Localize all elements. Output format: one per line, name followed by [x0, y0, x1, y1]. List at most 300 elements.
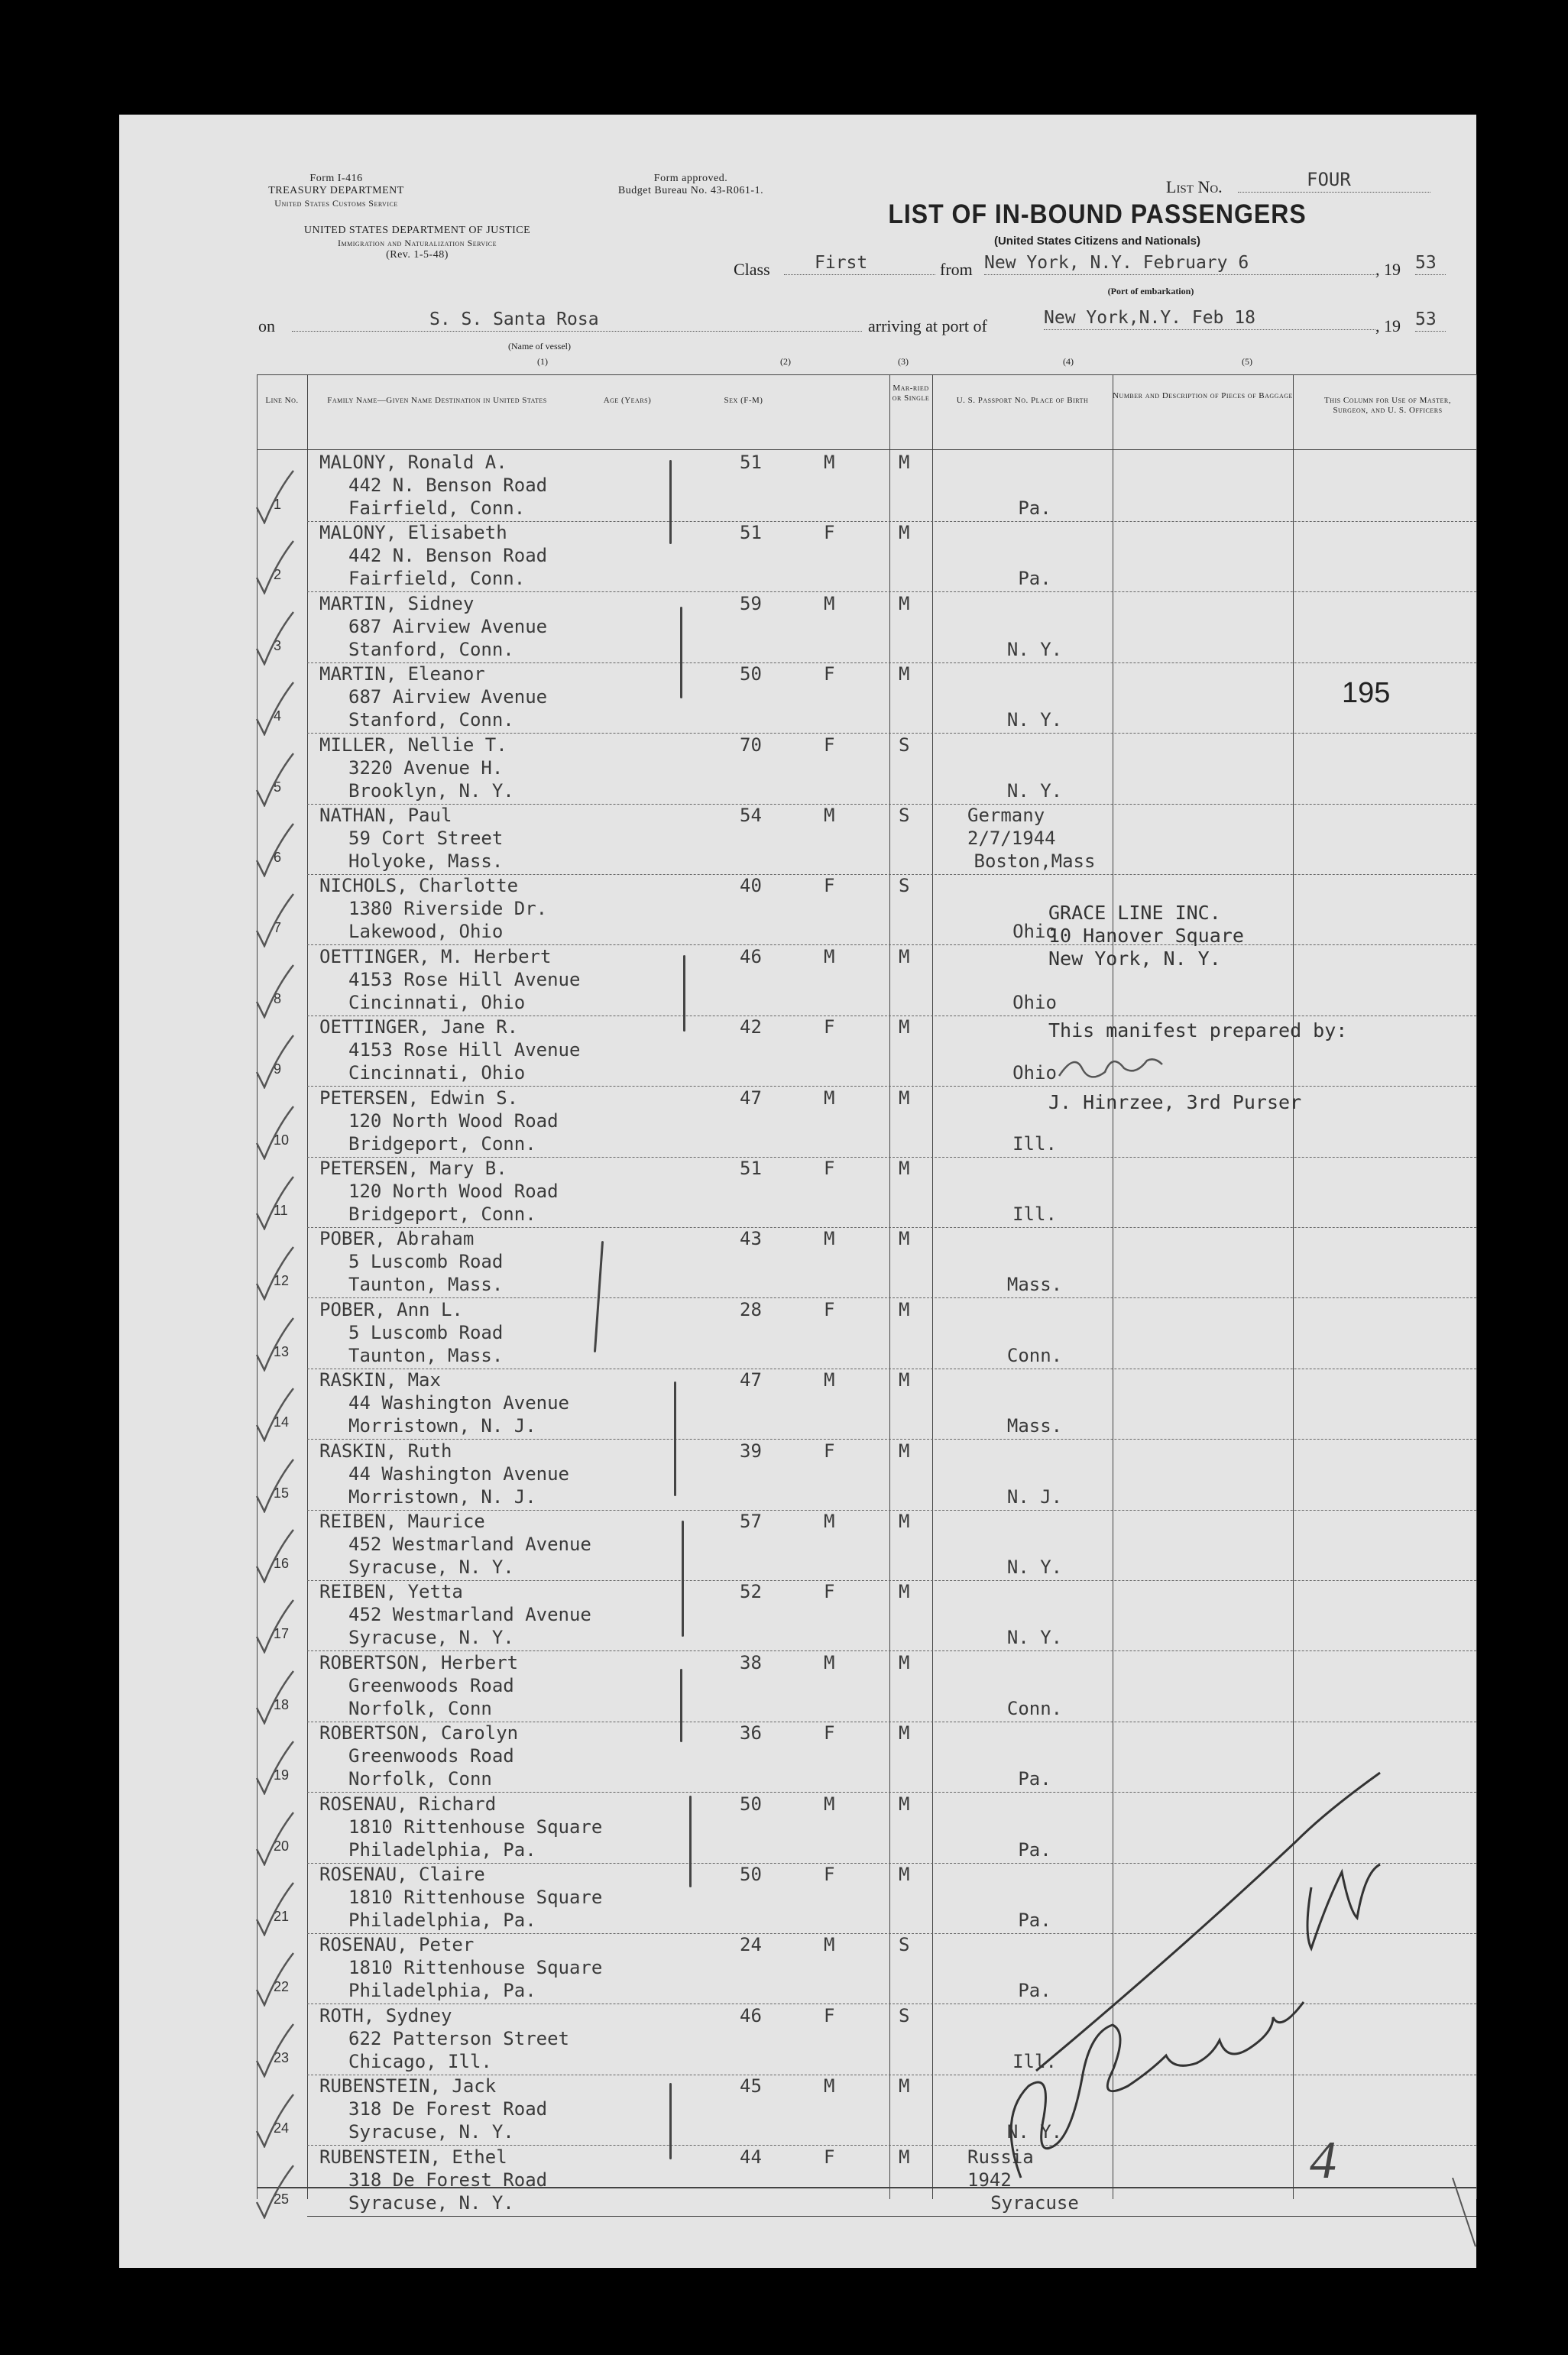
form-approved: Form approved.: [653, 173, 728, 184]
passenger-marital: M: [899, 1581, 910, 1603]
passenger-sex: F: [824, 1864, 835, 1885]
passenger-address: 687 Airview Avenue: [348, 686, 548, 708]
passenger-age: 70: [740, 734, 762, 756]
passenger-marital: M: [899, 1651, 910, 1673]
passenger-age: 52: [740, 1581, 762, 1603]
passenger-age: 59: [740, 592, 762, 614]
passenger-name: POBER, Abraham: [319, 1228, 475, 1250]
header-sex: Sex (F-M): [724, 396, 763, 405]
passenger-age: 40: [740, 875, 762, 897]
passenger-address: 442 N. Benson Road: [348, 475, 548, 496]
vessel-name: S. S. Santa Rosa: [429, 309, 599, 329]
passenger-age: 28: [740, 1298, 762, 1320]
passenger-name: PETERSEN, Edwin S.: [319, 1087, 519, 1109]
passenger-marital: M: [899, 452, 910, 473]
check-mark-icon: [254, 964, 296, 1019]
customs-service: United States Customs Service: [274, 198, 398, 209]
line-number: 16: [274, 1556, 290, 1571]
header-married: Mar-ried or Single: [892, 384, 930, 403]
passenger-address: 1810 Rittenhouse Square: [348, 1887, 603, 1908]
place-of-birth: Boston,Mass: [974, 850, 1096, 872]
passenger-marital: M: [899, 1722, 910, 1744]
list-no-field: [1238, 169, 1430, 193]
line-number: 14: [274, 1414, 290, 1430]
header-name: Family Name—Given Name Destination in United States: [327, 396, 547, 405]
form-agency-header: [245, 173, 428, 209]
line-number: 3: [274, 637, 282, 653]
passenger-age: 36: [740, 1722, 762, 1744]
place-of-birth: Ohio: [1012, 921, 1057, 943]
ins-service: Immigration and Naturalization Service: [337, 238, 497, 248]
title-main: LIST OF IN-BOUND PASSENGERS: [888, 199, 1307, 229]
check-mark-icon: [254, 1458, 296, 1513]
passenger-sex: F: [824, 663, 835, 685]
place-of-birth: Ohio: [1012, 991, 1057, 1013]
check-mark-icon: [254, 2164, 296, 2219]
line-number: 15: [274, 1485, 290, 1501]
passenger-marital: M: [899, 945, 910, 967]
passenger-city: Lakewood, Ohio: [348, 921, 504, 943]
passenger-address: 59 Cort Street: [348, 828, 504, 849]
place-of-birth: Ill.: [1012, 1203, 1057, 1225]
passenger-name: ROSENAU, Richard: [319, 1793, 497, 1815]
passenger-city: Chicago, Ill.: [348, 2050, 492, 2072]
passenger-city: Morristown, N. J.: [348, 1485, 536, 1508]
title-sub: (United States Citizens and Nationals): [993, 235, 1201, 248]
passenger-sex: F: [824, 734, 835, 756]
passenger-marital: S: [899, 805, 910, 826]
header-officers: This Column for Use of Master, Surgeon, and U. S. Officers: [1324, 396, 1451, 415]
passenger-city: Morristown, N. J.: [348, 1415, 536, 1437]
pencil-mark: [669, 2083, 672, 2159]
table-row: [257, 1298, 1476, 1369]
passenger-name: ROBERTSON, Herbert: [319, 1651, 519, 1673]
place-of-birth: Ill.: [1012, 2050, 1057, 2072]
place-of-birth: Conn.: [1006, 1697, 1063, 1719]
col-num-1: (1): [537, 356, 548, 367]
check-mark-icon: [254, 1811, 296, 1866]
form-revision: (Rev. 1-5-48): [386, 249, 449, 261]
pencil-mark: [680, 607, 682, 698]
corner-crease: [1449, 2178, 1479, 2254]
passenger-address: 120 North Wood Road: [348, 1181, 559, 1202]
check-mark-icon: [254, 1246, 296, 1301]
passenger-sex: F: [824, 1440, 835, 1462]
passenger-city: Taunton, Mass.: [348, 1274, 504, 1296]
check-mark-icon: [254, 681, 296, 736]
passenger-address: 1380 Riverside Dr.: [348, 898, 548, 920]
passenger-name: RUBENSTEIN, Jack: [319, 2075, 497, 2097]
passenger-name: ROBERTSON, Carolyn: [319, 1722, 519, 1744]
passenger-marital: M: [899, 592, 910, 614]
place-of-birth: N. Y.: [1006, 638, 1063, 660]
check-mark-icon: [254, 752, 296, 807]
budget-number: Budget Bureau No. 43-R061-1.: [617, 185, 764, 196]
place-of-birth: Mass.: [1006, 1415, 1063, 1437]
passenger-sex: M: [824, 1228, 835, 1250]
passenger-address: 5 Luscomb Road: [348, 1251, 504, 1273]
passenger-sex: M: [824, 1651, 835, 1673]
passenger-address: 1810 Rittenhouse Square: [348, 1957, 603, 1979]
passenger-address: 4153 Rose Hill Avenue: [348, 968, 581, 990]
line-number: 20: [274, 1838, 290, 1854]
inspector-signature: [990, 1750, 1418, 2246]
line-number: 18: [274, 1696, 290, 1712]
passport-line-2: 2/7/1944: [967, 828, 1056, 849]
corner-mark: 4: [1310, 2131, 1336, 2190]
passenger-address: 622 Patterson Street: [348, 2027, 569, 2049]
passenger-marital: S: [899, 875, 910, 897]
place-of-birth: N. Y.: [1006, 709, 1063, 731]
passenger-marital: S: [899, 734, 910, 756]
on-label: on: [258, 316, 275, 335]
line-number: 7: [274, 920, 282, 936]
place-of-birth: Mass.: [1006, 1274, 1063, 1296]
check-mark-icon: [254, 1881, 296, 1936]
passenger-city: Fairfield, Conn.: [348, 568, 526, 590]
purser-initials: [1051, 1045, 1220, 1091]
passenger-city: Cincinnati, Ohio: [348, 1062, 526, 1084]
passenger-sex: F: [824, 1722, 835, 1744]
place-of-birth: Pa.: [1018, 1838, 1051, 1861]
col-num-5: (5): [1242, 356, 1252, 367]
passenger-city: Norfolk, Conn: [348, 1768, 492, 1790]
passenger-address: 687 Airview Avenue: [348, 615, 548, 637]
place-of-birth: Conn.: [1006, 1344, 1063, 1366]
passenger-age: 45: [740, 2075, 762, 2097]
table-row: [257, 451, 1476, 521]
passenger-name: MARTIN, Eleanor: [319, 663, 485, 685]
passenger-age: 50: [740, 1793, 762, 1815]
year-field-2: [1415, 309, 1446, 332]
passenger-sex: M: [824, 805, 835, 826]
passenger-name: NATHAN, Paul: [319, 805, 452, 826]
passenger-marital: M: [899, 1228, 910, 1250]
passenger-age: 51: [740, 522, 762, 544]
line-number: 8: [274, 990, 282, 1006]
page-stamp-number: 195: [1342, 677, 1391, 709]
passenger-address: 44 Washington Avenue: [348, 1463, 569, 1485]
passenger-name: OETTINGER, M. Herbert: [319, 945, 552, 967]
passenger-age: 46: [740, 945, 762, 967]
table-row: [257, 521, 1476, 591]
passenger-age: 51: [740, 1158, 762, 1179]
passenger-age: 51: [740, 452, 762, 473]
passenger-age: 42: [740, 1016, 762, 1038]
line-number: 4: [274, 708, 282, 724]
header-passport: U. S. Passport No. Place of Birth: [956, 396, 1089, 405]
passenger-address: 442 N. Benson Road: [348, 545, 548, 567]
table-row: [257, 874, 1476, 944]
check-mark-icon: [254, 469, 296, 524]
passenger-age: 57: [740, 1511, 762, 1532]
passenger-marital: M: [899, 1298, 910, 1320]
table-row: [257, 945, 1476, 1016]
passenger-age: 47: [740, 1087, 762, 1109]
form-number: Form I-416: [309, 173, 363, 184]
col-num-2: (2): [780, 356, 791, 367]
table-row: [257, 592, 1476, 662]
table-row: [257, 1510, 1476, 1580]
col-num-4: (4): [1063, 356, 1074, 367]
justice-header: [249, 225, 585, 261]
check-mark-icon: [254, 611, 296, 666]
passenger-age: 50: [740, 1864, 762, 1885]
line-number: 23: [274, 2049, 290, 2065]
port-caption: (Port of embarkation): [1107, 286, 1194, 296]
passenger-name: ROTH, Sydney: [319, 2004, 452, 2026]
place-of-birth: Ill.: [1012, 1132, 1057, 1155]
justice-dept: UNITED STATES DEPARTMENT OF JUSTICE: [303, 225, 531, 236]
line-number: 19: [274, 1767, 290, 1783]
check-mark-icon: [254, 1175, 296, 1230]
check-mark-icon: [254, 1387, 296, 1442]
passenger-sex: F: [824, 2004, 835, 2026]
passenger-address: 452 Westmarland Avenue: [348, 1534, 591, 1555]
check-mark-icon: [254, 539, 296, 594]
passenger-city: Stanford, Conn.: [348, 638, 514, 660]
line-number: 11: [274, 1203, 288, 1218]
passenger-age: 39: [740, 1440, 762, 1462]
passenger-name: MALONY, Elisabeth: [319, 522, 507, 544]
passenger-sex: F: [824, 1158, 835, 1179]
passenger-sex: F: [824, 1581, 835, 1603]
check-mark-icon: [254, 1034, 296, 1089]
passenger-marital: M: [899, 1864, 910, 1885]
passenger-address: 4153 Rose Hill Avenue: [348, 1039, 581, 1061]
list-no-label: List No.: [1166, 177, 1223, 196]
passenger-name: POBER, Ann L.: [319, 1298, 463, 1320]
passenger-marital: M: [899, 1158, 910, 1179]
passenger-address: 5 Luscomb Road: [348, 1321, 504, 1343]
header-age: Age (Years): [603, 396, 652, 405]
line-number: 2: [274, 567, 282, 583]
check-mark-icon: [254, 1952, 296, 2007]
passenger-city: Syracuse, N. Y.: [348, 2121, 514, 2143]
place-of-birth: Pa.: [1018, 497, 1051, 519]
table-row: [257, 734, 1476, 804]
passenger-age: 43: [740, 1228, 762, 1250]
passenger-name: RUBENSTEIN, Ethel: [319, 2146, 507, 2168]
year-prefix: , 19: [1375, 260, 1401, 279]
place-of-birth: N. Y.: [1006, 2121, 1063, 2143]
table-row: [257, 1227, 1476, 1297]
line-number: 5: [274, 779, 282, 795]
passenger-age: 38: [740, 1651, 762, 1673]
check-mark-icon: [254, 1317, 296, 1372]
class-value: First: [815, 253, 868, 273]
table-row: [257, 1369, 1476, 1439]
passenger-address: Greenwoods Road: [348, 1745, 514, 1767]
passenger-sex: M: [824, 1793, 835, 1815]
header-line-no: Line No.: [265, 396, 299, 405]
table-row: [257, 1651, 1476, 1722]
table-row: [257, 804, 1476, 874]
passenger-city: Bridgeport, Conn.: [348, 1132, 536, 1155]
check-mark-icon: [254, 1740, 296, 1795]
passenger-age: 47: [740, 1369, 762, 1391]
passenger-city: Philadelphia, Pa.: [348, 1910, 536, 1931]
passenger-name: RASKIN, Ruth: [319, 1440, 452, 1462]
passenger-name: ROSENAU, Claire: [319, 1864, 485, 1885]
place-of-birth: Pa.: [1018, 1910, 1051, 1931]
passenger-city: Syracuse, N. Y.: [348, 1557, 514, 1578]
passenger-city: Brooklyn, N. Y.: [348, 779, 514, 802]
passenger-city: Cincinnati, Ohio: [348, 991, 526, 1013]
line-number: 6: [274, 850, 282, 865]
passenger-marital: M: [899, 1793, 910, 1815]
passenger-address: 1810 Rittenhouse Square: [348, 1816, 603, 1838]
vessel-caption: (Name of vessel): [508, 341, 571, 351]
table-row: [257, 1157, 1476, 1227]
place-of-birth: Ohio: [1012, 1062, 1057, 1084]
passenger-sex: M: [824, 452, 835, 473]
passport-line-2: 1942: [967, 2169, 1012, 2191]
passenger-age: 46: [740, 2004, 762, 2026]
passenger-marital: M: [899, 663, 910, 685]
passenger-name: MALONY, Ronald A.: [319, 452, 507, 473]
prepared-by-label: This manifest prepared by:: [1048, 1019, 1348, 1041]
table-row: [257, 1440, 1476, 1510]
passenger-city: Norfolk, Conn: [348, 1697, 492, 1719]
line-number: 22: [274, 1979, 290, 1995]
passenger-city: Stanford, Conn.: [348, 709, 514, 731]
passenger-city: Bridgeport, Conn.: [348, 1203, 536, 1225]
passport-line-1: Russia: [967, 2146, 1034, 2168]
year-value: 53: [1415, 253, 1437, 273]
passenger-marital: M: [899, 2146, 910, 2168]
line-number: 10: [274, 1132, 290, 1148]
passenger-age: 24: [740, 1934, 762, 1956]
treasury-dept: TREASURY DEPARTMENT: [268, 185, 404, 196]
passenger-city: Holyoke, Mass.: [348, 850, 504, 872]
passenger-address: Greenwoods Road: [348, 1674, 514, 1696]
passenger-marital: M: [899, 1087, 910, 1109]
passenger-city: Taunton, Mass.: [348, 1344, 504, 1366]
from-label: from: [940, 260, 973, 279]
table-row: [257, 1580, 1476, 1650]
manifest-page: [119, 115, 1476, 2268]
manifest-title: [883, 200, 1311, 248]
passenger-sex: M: [824, 945, 835, 967]
passenger-sex: F: [824, 1298, 835, 1320]
passenger-sex: M: [824, 1087, 835, 1109]
place-of-birth: N. Y.: [1006, 779, 1063, 802]
line-number: 12: [274, 1273, 290, 1289]
passenger-age: 54: [740, 805, 762, 826]
passenger-name: REIBEN, Maurice: [319, 1511, 485, 1532]
passenger-city: Syracuse, N. Y.: [348, 1627, 514, 1649]
year-prefix-2: , 19: [1375, 316, 1401, 335]
passenger-marital: S: [899, 2004, 910, 2026]
passenger-age: 44: [740, 2146, 762, 2168]
line-number: 1: [274, 497, 282, 512]
shipping-line-city: New York, N. Y.: [1048, 948, 1221, 970]
year-field: [1415, 255, 1446, 275]
pencil-mark: [683, 955, 685, 1032]
check-mark-icon: [254, 1670, 296, 1725]
class-label: Class: [734, 260, 770, 279]
place-of-birth: N. J.: [1006, 1485, 1063, 1508]
passenger-address: 452 Westmarland Avenue: [348, 1604, 591, 1626]
check-mark-icon: [254, 1599, 296, 1654]
passenger-marital: M: [899, 522, 910, 544]
passenger-sex: F: [824, 875, 835, 897]
line-number: 13: [274, 1343, 290, 1359]
place-of-birth: Pa.: [1018, 1768, 1051, 1790]
line-number: 9: [274, 1061, 282, 1077]
check-mark-icon: [254, 2093, 296, 2148]
approval-block: [584, 173, 798, 197]
list-no-value: FOUR: [1307, 169, 1351, 190]
passenger-marital: M: [899, 1369, 910, 1391]
check-mark-icon: [254, 2023, 296, 2078]
place-of-birth: Pa.: [1018, 568, 1051, 590]
arriving-label: arriving at port of: [868, 316, 987, 335]
passenger-age: 50: [740, 663, 762, 685]
embarkation-value: New York, N.Y. February 6: [984, 253, 1249, 273]
passenger-address: 318 De Forest Road: [348, 2169, 548, 2191]
passenger-address: 318 De Forest Road: [348, 2098, 548, 2120]
line-number: 25: [274, 2191, 290, 2207]
pencil-mark: [682, 1521, 684, 1637]
passenger-city: Fairfield, Conn.: [348, 497, 526, 519]
passport-line-1: Germany: [967, 805, 1045, 826]
passenger-marital: M: [899, 1440, 910, 1462]
passenger-name: MARTIN, Sidney: [319, 592, 475, 614]
check-mark-icon: [254, 1528, 296, 1583]
col-rule: [1476, 374, 1477, 2199]
place-of-birth: N. Y.: [1006, 1627, 1063, 1649]
shipping-line-street: 10 Hanover Square: [1048, 925, 1244, 947]
shipping-line-name: GRACE LINE INC.: [1048, 902, 1221, 924]
check-mark-icon: [254, 1105, 296, 1160]
passenger-sex: M: [824, 1369, 835, 1391]
year-value-2: 53: [1415, 309, 1437, 329]
passenger-address: 120 North Wood Road: [348, 1109, 559, 1132]
class-field: [784, 255, 935, 275]
passenger-sex: M: [824, 2075, 835, 2097]
passenger-sex: M: [824, 1511, 835, 1532]
header-baggage: Number and Description of Pieces of Baggage: [1113, 391, 1293, 400]
arrival-value: New York,N.Y. Feb 18: [1044, 308, 1255, 328]
passenger-sex: M: [824, 1934, 835, 1956]
passenger-marital: M: [899, 1511, 910, 1532]
vessel-field: [292, 309, 862, 332]
passenger-sex: F: [824, 1016, 835, 1038]
col-num-3: (3): [898, 356, 909, 367]
passenger-name: OETTINGER, Jane R.: [319, 1016, 519, 1038]
passenger-name: NICHOLS, Charlotte: [319, 875, 519, 897]
pencil-mark: [680, 1669, 682, 1742]
passenger-sex: M: [824, 592, 835, 614]
line-number: 24: [274, 2120, 290, 2136]
pencil-mark: [674, 1382, 676, 1496]
passenger-name: ROSENAU, Peter: [319, 1934, 475, 1956]
passenger-address: 44 Washington Avenue: [348, 1392, 569, 1414]
passenger-marital: S: [899, 1934, 910, 1956]
passenger-marital: M: [899, 1016, 910, 1038]
embarkation-field: [984, 255, 1375, 275]
place-of-birth: Syracuse: [990, 2191, 1079, 2214]
passenger-sex: F: [824, 522, 835, 544]
passenger-marital: M: [899, 2075, 910, 2097]
pencil-mark: [669, 460, 672, 544]
purser-name: J. Hinrzee, 3rd Purser: [1048, 1091, 1302, 1113]
arrival-field: [1044, 310, 1375, 330]
passenger-city: Philadelphia, Pa.: [348, 1980, 536, 2002]
place-of-birth: Pa.: [1018, 1980, 1051, 2002]
